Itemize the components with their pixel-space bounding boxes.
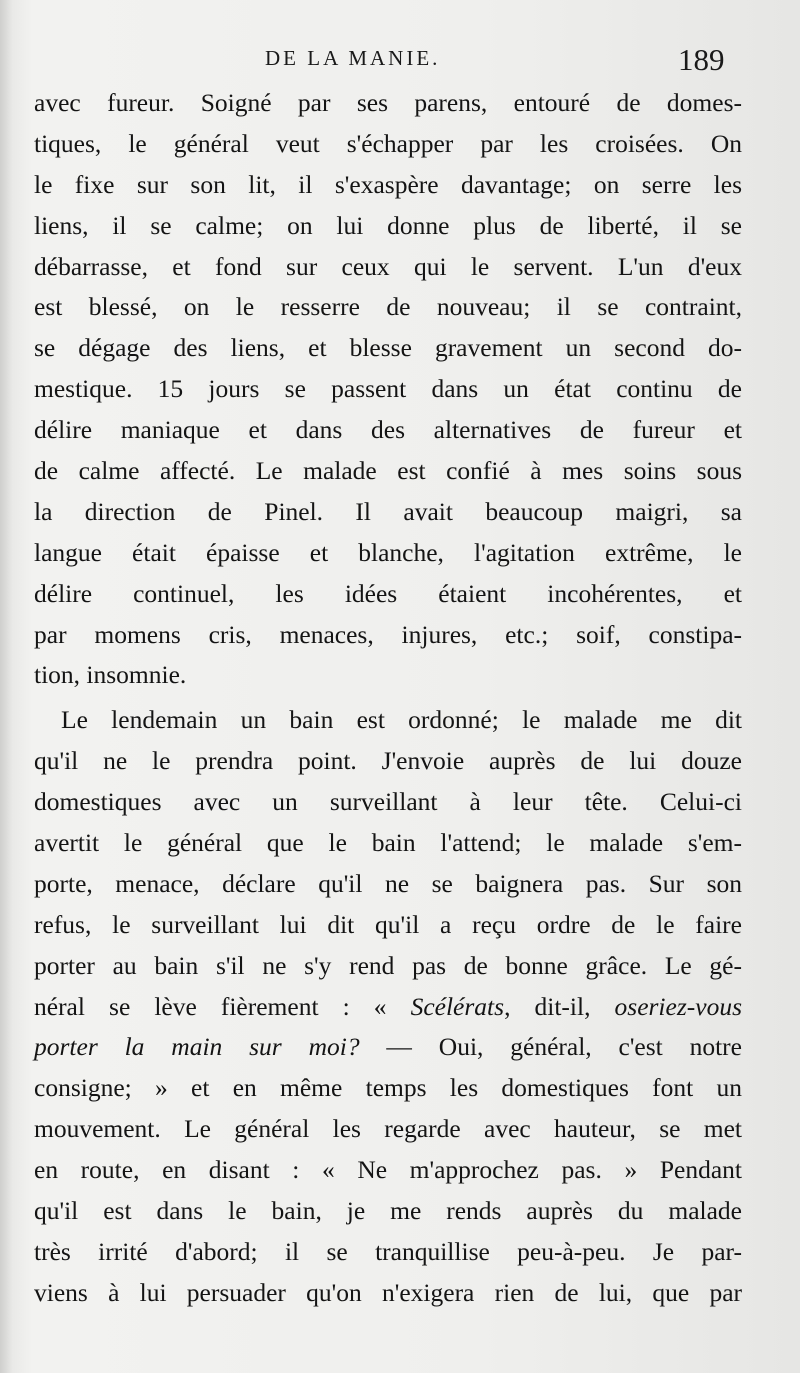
- text-line: avertit le général que le bain l'attend; le malade s'em-: [34, 828, 742, 858]
- page-gutter-shadow: [0, 0, 12, 1373]
- running-head-title: DE LA MANIE.: [265, 46, 441, 70]
- italic-run: porter la main sur moi?: [34, 1032, 360, 1062]
- text-line-with-italics: [34, 1027, 742, 1068]
- text-line: domestiques avec un surveillant à leur tête. Celui-ci: [34, 787, 742, 817]
- text-line: se dégage des liens, et blesse gravement un second do-: [34, 333, 742, 363]
- text-run: néral se lève fièrement : «: [34, 991, 411, 1021]
- text-line: consigne; » et en même temps les domestiques font un: [34, 1073, 742, 1103]
- text-line: en route, en disant : « Ne m'approchez pas. » Pendant: [34, 1155, 742, 1185]
- text-line: mestique. 15 jours se passent dans un état continu de: [34, 374, 742, 404]
- text-line: tiques, le général veut s'échapper par les croisées. On: [34, 128, 742, 158]
- page-number: 189: [678, 42, 725, 77]
- text-run: , dit-il,: [504, 991, 615, 1021]
- text-line: de calme affecté. Le malade est confié à mes soins sous: [34, 456, 742, 486]
- text-line: délire continuel, les idées étaient incohérentes, et: [34, 578, 742, 608]
- text-line: refus, le surveillant lui dit qu'il a reçu ordre de le faire: [34, 909, 742, 939]
- text-line: la direction de Pinel. Il avait beaucoup maigri, sa: [34, 496, 742, 526]
- running-head: [0, 42, 800, 78]
- text-line: par momens cris, menaces, injures, etc.; soif, constipa-: [34, 619, 742, 649]
- italic-run: Scélérats: [410, 991, 505, 1021]
- text-line: qu'il est dans le bain, je me rends auprès du malade: [34, 1196, 742, 1226]
- text-line: est blessé, on le resserre de nouveau; il se contraint,: [34, 292, 742, 322]
- text-line: porter au bain s'il ne s'y rend pas de bonne grâce. Le gé-: [34, 950, 742, 980]
- text-line: langue était épaisse et blanche, l'agitation extrême, le: [34, 537, 742, 567]
- text-line: mouvement. Le général les regarde avec hauteur, se met: [34, 1114, 742, 1144]
- text-line: avec fureur. Soigné par ses parens, entouré de domes-: [34, 88, 742, 117]
- text-line: qu'il ne le prendra point. J'envoie auprès de lui douze: [34, 746, 742, 776]
- text-line: très irrité d'abord; il se tranquillise peu-à-peu. Je par-: [34, 1236, 742, 1266]
- text-line: porte, menace, déclare qu'il ne se baignera pas. Sur son: [34, 868, 742, 898]
- text-line: le fixe sur son lit, il s'exaspère davantage; on serre les: [34, 169, 742, 199]
- italic-run: oseriez-vous: [614, 991, 742, 1021]
- text-line-with-italics: [34, 987, 742, 1028]
- text-run: — Oui, général, c'est notre: [359, 1032, 742, 1062]
- text-line: liens, il se calme; on lui donne plus de liberté, il se: [34, 210, 742, 240]
- text-line: débarrasse, et fond sur ceux qui le servent. L'un d'eux: [34, 251, 742, 281]
- paragraph-end-line: tion, insomnie.: [34, 660, 187, 690]
- text-line: viens à lui persuader qu'on n'exigera rien de lui, que par: [34, 1277, 742, 1307]
- body-text: [34, 83, 742, 1314]
- paragraph-start-line: Le lendemain un bain est ordonné; le malade me dit: [61, 705, 742, 735]
- text-line: délire maniaque et dans des alternatives de fureur et: [34, 415, 742, 445]
